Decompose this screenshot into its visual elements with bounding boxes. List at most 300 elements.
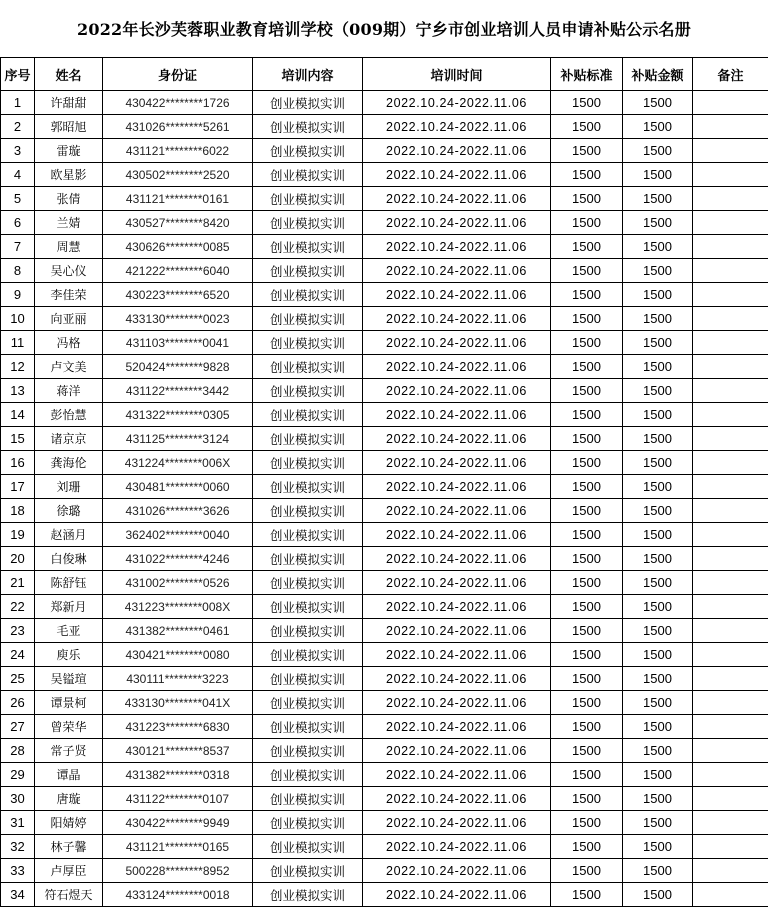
cell-period[interactable]: 2022.10.24-2022.11.06 [363, 571, 551, 595]
cell-no[interactable]: 7 [1, 235, 35, 259]
cell-period[interactable]: 2022.10.24-2022.11.06 [363, 619, 551, 643]
table-row [1, 499, 768, 523]
cell-content[interactable]: 创业模拟实训 [253, 379, 363, 403]
cell-note[interactable] [693, 259, 768, 283]
cell-period[interactable]: 2022.10.24-2022.11.06 [363, 667, 551, 691]
cell-period[interactable]: 2022.10.24-2022.11.06 [363, 859, 551, 883]
cell-name[interactable]: 刘珊 [35, 475, 103, 499]
cell-note[interactable] [693, 691, 768, 715]
cell-name[interactable]: 冯格 [35, 331, 103, 355]
cell-id[interactable]: 430481********0060 [103, 475, 253, 499]
cell-no[interactable]: 4 [1, 163, 35, 187]
cell-content[interactable]: 创业模拟实训 [253, 475, 363, 499]
cell-amount[interactable]: 1500 [623, 475, 693, 499]
cell-period[interactable]: 2022.10.24-2022.11.06 [363, 811, 551, 835]
cell-period[interactable]: 2022.10.24-2022.11.06 [363, 139, 551, 163]
cell-id[interactable]: 431122********0107 [103, 787, 253, 811]
cell-period[interactable]: 2022.10.24-2022.11.06 [363, 331, 551, 355]
cell-content[interactable]: 创业模拟实训 [253, 139, 363, 163]
table-row [1, 619, 768, 643]
cell-name[interactable]: 吴镒瑄 [35, 667, 103, 691]
cell-amount[interactable]: 1500 [623, 691, 693, 715]
cell-period[interactable]: 2022.10.24-2022.11.06 [363, 91, 551, 115]
cell-id[interactable]: 431125********3124 [103, 427, 253, 451]
cell-amount[interactable]: 1500 [623, 547, 693, 571]
cell-note[interactable] [693, 571, 768, 595]
cell-id[interactable]: 430223********6520 [103, 283, 253, 307]
cell-standard[interactable]: 1500 [551, 403, 623, 427]
cell-note[interactable] [693, 427, 768, 451]
cell-period[interactable]: 2022.10.24-2022.11.06 [363, 187, 551, 211]
cell-name[interactable]: 吴心仪 [35, 259, 103, 283]
cell-amount[interactable]: 1500 [623, 811, 693, 835]
cell-id[interactable]: 433130********041X [103, 691, 253, 715]
table-row [1, 187, 768, 211]
cell-standard[interactable]: 1500 [551, 763, 623, 787]
table-row [1, 523, 768, 547]
cell-content[interactable]: 创业模拟实训 [253, 571, 363, 595]
cell-standard[interactable]: 1500 [551, 691, 623, 715]
cell-standard[interactable]: 1500 [551, 331, 623, 355]
cell-name[interactable]: 向亚丽 [35, 307, 103, 331]
cell-content[interactable]: 创业模拟实训 [253, 403, 363, 427]
cell-amount[interactable]: 1500 [623, 379, 693, 403]
cell-content[interactable]: 创业模拟实训 [253, 667, 363, 691]
cell-standard[interactable]: 1500 [551, 523, 623, 547]
cell-no[interactable]: 31 [1, 811, 35, 835]
cell-id[interactable]: 430527********8420 [103, 211, 253, 235]
cell-period[interactable]: 2022.10.24-2022.11.06 [363, 355, 551, 379]
cell-content[interactable]: 创业模拟实训 [253, 739, 363, 763]
cell-no[interactable]: 33 [1, 859, 35, 883]
cell-name[interactable]: 兰婧 [35, 211, 103, 235]
header-standard[interactable]: 补贴标准 [551, 58, 623, 91]
cell-period[interactable]: 2022.10.24-2022.11.06 [363, 739, 551, 763]
cell-amount[interactable]: 1500 [623, 883, 693, 907]
cell-name[interactable]: 谭晶 [35, 763, 103, 787]
cell-amount[interactable]: 1500 [623, 451, 693, 475]
cell-standard[interactable]: 1500 [551, 667, 623, 691]
cell-period[interactable]: 2022.10.24-2022.11.06 [363, 259, 551, 283]
cell-amount[interactable]: 1500 [623, 115, 693, 139]
cell-period[interactable]: 2022.10.24-2022.11.06 [363, 379, 551, 403]
cell-amount[interactable]: 1500 [623, 715, 693, 739]
cell-amount[interactable]: 1500 [623, 163, 693, 187]
cell-standard[interactable]: 1500 [551, 139, 623, 163]
cell-period[interactable]: 2022.10.24-2022.11.06 [363, 787, 551, 811]
cell-no[interactable]: 12 [1, 355, 35, 379]
cell-id[interactable]: 431121********0161 [103, 187, 253, 211]
cell-period[interactable]: 2022.10.24-2022.11.06 [363, 211, 551, 235]
cell-name[interactable]: 蒋洋 [35, 379, 103, 403]
cell-id[interactable]: 520424********9828 [103, 355, 253, 379]
cell-name[interactable]: 郑新月 [35, 595, 103, 619]
cell-amount[interactable]: 1500 [623, 499, 693, 523]
table-row [1, 379, 768, 403]
table-row [1, 139, 768, 163]
cell-content[interactable]: 创业模拟实训 [253, 787, 363, 811]
cell-amount[interactable]: 1500 [623, 211, 693, 235]
cell-content[interactable]: 创业模拟实训 [253, 715, 363, 739]
cell-id[interactable]: 431322********0305 [103, 403, 253, 427]
cell-no[interactable]: 32 [1, 835, 35, 859]
cell-id[interactable]: 430121********8537 [103, 739, 253, 763]
cell-period[interactable]: 2022.10.24-2022.11.06 [363, 883, 551, 907]
table-row [1, 571, 768, 595]
cell-standard[interactable]: 1500 [551, 883, 623, 907]
cell-note[interactable] [693, 163, 768, 187]
cell-period[interactable]: 2022.10.24-2022.11.06 [363, 283, 551, 307]
cell-id[interactable]: 431223********008X [103, 595, 253, 619]
cell-amount[interactable]: 1500 [623, 235, 693, 259]
cell-name[interactable]: 雷璇 [35, 139, 103, 163]
cell-id[interactable]: 431382********0318 [103, 763, 253, 787]
cell-id[interactable]: 431103********0041 [103, 331, 253, 355]
cell-note[interactable] [693, 643, 768, 667]
cell-period[interactable]: 2022.10.24-2022.11.06 [363, 595, 551, 619]
cell-amount[interactable]: 1500 [623, 787, 693, 811]
cell-name[interactable]: 谭景柯 [35, 691, 103, 715]
table-row [1, 427, 768, 451]
table-row [1, 475, 768, 499]
cell-no[interactable]: 18 [1, 499, 35, 523]
cell-content[interactable]: 创业模拟实训 [253, 259, 363, 283]
cell-content[interactable]: 创业模拟实训 [253, 211, 363, 235]
cell-standard[interactable]: 1500 [551, 307, 623, 331]
cell-no[interactable]: 9 [1, 283, 35, 307]
cell-amount[interactable]: 1500 [623, 667, 693, 691]
cell-standard[interactable]: 1500 [551, 811, 623, 835]
cell-name[interactable]: 白俊琳 [35, 547, 103, 571]
cell-note[interactable] [693, 883, 768, 907]
cell-note[interactable] [693, 547, 768, 571]
cell-period[interactable]: 2022.10.24-2022.11.06 [363, 475, 551, 499]
cell-period[interactable]: 2022.10.24-2022.11.06 [363, 763, 551, 787]
subsidy-table [0, 57, 768, 907]
cell-standard[interactable]: 1500 [551, 619, 623, 643]
cell-standard[interactable]: 1500 [551, 595, 623, 619]
cell-note[interactable] [693, 523, 768, 547]
cell-content[interactable]: 创业模拟实训 [253, 427, 363, 451]
header-amount[interactable]: 补贴金额 [623, 58, 693, 91]
cell-id[interactable]: 430626********0085 [103, 235, 253, 259]
cell-content[interactable]: 创业模拟实训 [253, 859, 363, 883]
table-row [1, 331, 768, 355]
cell-name[interactable]: 唐璇 [35, 787, 103, 811]
cell-name[interactable]: 诸京京 [35, 427, 103, 451]
cell-note[interactable] [693, 331, 768, 355]
cell-name[interactable]: 陈舒钰 [35, 571, 103, 595]
cell-note[interactable] [693, 115, 768, 139]
cell-name[interactable]: 周慧 [35, 235, 103, 259]
cell-id[interactable]: 430422********9949 [103, 811, 253, 835]
cell-name[interactable]: 符石煜天 [35, 883, 103, 907]
cell-amount[interactable]: 1500 [623, 331, 693, 355]
cell-content[interactable]: 创业模拟实训 [253, 643, 363, 667]
cell-id[interactable]: 500228********8952 [103, 859, 253, 883]
table-row [1, 643, 768, 667]
cell-no[interactable]: 26 [1, 691, 35, 715]
cell-amount[interactable]: 1500 [623, 571, 693, 595]
cell-note[interactable] [693, 187, 768, 211]
cell-no[interactable]: 16 [1, 451, 35, 475]
cell-id[interactable]: 433130********0023 [103, 307, 253, 331]
cell-standard[interactable]: 1500 [551, 379, 623, 403]
cell-standard[interactable]: 1500 [551, 859, 623, 883]
cell-standard[interactable]: 1500 [551, 427, 623, 451]
table-row [1, 739, 768, 763]
cell-id[interactable]: 431382********0461 [103, 619, 253, 643]
cell-content[interactable]: 创业模拟实训 [253, 619, 363, 643]
cell-period[interactable]: 2022.10.24-2022.11.06 [363, 403, 551, 427]
cell-standard[interactable]: 1500 [551, 187, 623, 211]
cell-name[interactable]: 常子贤 [35, 739, 103, 763]
cell-name[interactable]: 林子馨 [35, 835, 103, 859]
cell-no[interactable]: 8 [1, 259, 35, 283]
cell-content[interactable]: 创业模拟实训 [253, 547, 363, 571]
cell-id[interactable]: 430422********1726 [103, 91, 253, 115]
cell-no[interactable]: 17 [1, 475, 35, 499]
cell-period[interactable]: 2022.10.24-2022.11.06 [363, 427, 551, 451]
cell-name[interactable]: 郭昭旭 [35, 115, 103, 139]
cell-amount[interactable]: 1500 [623, 643, 693, 667]
cell-period[interactable]: 2022.10.24-2022.11.06 [363, 451, 551, 475]
cell-standard[interactable]: 1500 [551, 283, 623, 307]
cell-no[interactable]: 22 [1, 595, 35, 619]
cell-name[interactable]: 阳婧婷 [35, 811, 103, 835]
cell-no[interactable]: 20 [1, 547, 35, 571]
header-period[interactable]: 培训时间 [363, 58, 551, 91]
cell-no[interactable]: 29 [1, 763, 35, 787]
cell-id[interactable]: 362402********0040 [103, 523, 253, 547]
cell-period[interactable]: 2022.10.24-2022.11.06 [363, 499, 551, 523]
cell-content[interactable]: 创业模拟实训 [253, 763, 363, 787]
cell-no[interactable]: 6 [1, 211, 35, 235]
cell-standard[interactable]: 1500 [551, 787, 623, 811]
cell-note[interactable] [693, 283, 768, 307]
cell-id[interactable]: 430421********0080 [103, 643, 253, 667]
cell-amount[interactable]: 1500 [623, 91, 693, 115]
cell-standard[interactable]: 1500 [551, 451, 623, 475]
cell-no[interactable]: 15 [1, 427, 35, 451]
header-name[interactable]: 姓名 [35, 58, 103, 91]
cell-note[interactable] [693, 835, 768, 859]
cell-id[interactable]: 431223********6830 [103, 715, 253, 739]
cell-amount[interactable]: 1500 [623, 283, 693, 307]
cell-amount[interactable]: 1500 [623, 355, 693, 379]
cell-content[interactable]: 创业模拟实训 [253, 307, 363, 331]
cell-standard[interactable]: 1500 [551, 91, 623, 115]
cell-id[interactable]: 431224********006X [103, 451, 253, 475]
cell-no[interactable]: 11 [1, 331, 35, 355]
cell-note[interactable] [693, 499, 768, 523]
cell-amount[interactable]: 1500 [623, 259, 693, 283]
cell-no[interactable]: 14 [1, 403, 35, 427]
cell-no[interactable]: 23 [1, 619, 35, 643]
cell-content[interactable]: 创业模拟实训 [253, 355, 363, 379]
cell-name[interactable]: 李佳荣 [35, 283, 103, 307]
cell-name[interactable]: 徐璐 [35, 499, 103, 523]
cell-amount[interactable]: 1500 [623, 307, 693, 331]
cell-content[interactable]: 创业模拟实训 [253, 91, 363, 115]
cell-standard[interactable]: 1500 [551, 211, 623, 235]
cell-content[interactable]: 创业模拟实训 [253, 883, 363, 907]
cell-id[interactable]: 421222********6040 [103, 259, 253, 283]
cell-amount[interactable]: 1500 [623, 763, 693, 787]
cell-content[interactable]: 创业模拟实训 [253, 451, 363, 475]
cell-standard[interactable]: 1500 [551, 115, 623, 139]
cell-standard[interactable]: 1500 [551, 571, 623, 595]
cell-content[interactable]: 创业模拟实训 [253, 835, 363, 859]
cell-id[interactable]: 431022********4246 [103, 547, 253, 571]
cell-id[interactable]: 431122********3442 [103, 379, 253, 403]
cell-no[interactable]: 2 [1, 115, 35, 139]
cell-name[interactable]: 许甜甜 [35, 91, 103, 115]
cell-note[interactable] [693, 379, 768, 403]
cell-no[interactable]: 30 [1, 787, 35, 811]
table-row [1, 595, 768, 619]
header-note[interactable]: 备注 [693, 58, 768, 91]
cell-note[interactable] [693, 403, 768, 427]
cell-note[interactable] [693, 91, 768, 115]
cell-standard[interactable]: 1500 [551, 259, 623, 283]
cell-note[interactable] [693, 139, 768, 163]
cell-name[interactable]: 毛亚 [35, 619, 103, 643]
cell-no[interactable]: 10 [1, 307, 35, 331]
cell-name[interactable]: 彭怡慧 [35, 403, 103, 427]
cell-no[interactable]: 3 [1, 139, 35, 163]
cell-name[interactable]: 庾乐 [35, 643, 103, 667]
cell-id[interactable]: 431026********5261 [103, 115, 253, 139]
header-no[interactable]: 序号 [1, 58, 35, 91]
table-row [1, 691, 768, 715]
cell-name[interactable]: 曾荣华 [35, 715, 103, 739]
cell-period[interactable]: 2022.10.24-2022.11.06 [363, 643, 551, 667]
cell-no[interactable]: 24 [1, 643, 35, 667]
cell-period[interactable]: 2022.10.24-2022.11.06 [363, 835, 551, 859]
cell-note[interactable] [693, 451, 768, 475]
cell-standard[interactable]: 1500 [551, 355, 623, 379]
cell-period[interactable]: 2022.10.24-2022.11.06 [363, 715, 551, 739]
cell-standard[interactable]: 1500 [551, 499, 623, 523]
cell-note[interactable] [693, 235, 768, 259]
cell-id[interactable]: 430502********2520 [103, 163, 253, 187]
cell-amount[interactable]: 1500 [623, 427, 693, 451]
cell-standard[interactable]: 1500 [551, 475, 623, 499]
cell-id[interactable]: 431121********0165 [103, 835, 253, 859]
cell-note[interactable] [693, 595, 768, 619]
table-row [1, 211, 768, 235]
table-row [1, 715, 768, 739]
cell-content[interactable]: 创业模拟实训 [253, 811, 363, 835]
cell-note[interactable] [693, 811, 768, 835]
cell-no[interactable]: 1 [1, 91, 35, 115]
cell-amount[interactable]: 1500 [623, 739, 693, 763]
cell-amount[interactable]: 1500 [623, 595, 693, 619]
table-row [1, 787, 768, 811]
cell-note[interactable] [693, 211, 768, 235]
cell-standard[interactable]: 1500 [551, 643, 623, 667]
cell-content[interactable]: 创业模拟实训 [253, 283, 363, 307]
cell-content[interactable]: 创业模拟实训 [253, 499, 363, 523]
cell-no[interactable]: 28 [1, 739, 35, 763]
cell-name[interactable]: 赵涵月 [35, 523, 103, 547]
cell-id[interactable]: 433124********0018 [103, 883, 253, 907]
cell-content[interactable]: 创业模拟实训 [253, 235, 363, 259]
cell-content[interactable]: 创业模拟实训 [253, 595, 363, 619]
cell-note[interactable] [693, 739, 768, 763]
cell-content[interactable]: 创业模拟实训 [253, 523, 363, 547]
cell-content[interactable]: 创业模拟实训 [253, 187, 363, 211]
cell-amount[interactable]: 1500 [623, 403, 693, 427]
cell-period[interactable]: 2022.10.24-2022.11.06 [363, 307, 551, 331]
table-row [1, 859, 768, 883]
cell-no[interactable]: 19 [1, 523, 35, 547]
cell-content[interactable]: 创业模拟实训 [253, 331, 363, 355]
cell-name[interactable]: 卢厚臣 [35, 859, 103, 883]
cell-standard[interactable]: 1500 [551, 739, 623, 763]
cell-no[interactable]: 13 [1, 379, 35, 403]
table-row [1, 163, 768, 187]
cell-amount[interactable]: 1500 [623, 139, 693, 163]
cell-note[interactable] [693, 763, 768, 787]
cell-content[interactable]: 创业模拟实训 [253, 691, 363, 715]
cell-standard[interactable]: 1500 [551, 235, 623, 259]
cell-period[interactable]: 2022.10.24-2022.11.06 [363, 523, 551, 547]
header-content[interactable]: 培训内容 [253, 58, 363, 91]
cell-no[interactable]: 5 [1, 187, 35, 211]
cell-standard[interactable]: 1500 [551, 835, 623, 859]
cell-note[interactable] [693, 859, 768, 883]
cell-note[interactable] [693, 307, 768, 331]
cell-note[interactable] [693, 787, 768, 811]
cell-amount[interactable]: 1500 [623, 859, 693, 883]
cell-name[interactable]: 龚海伦 [35, 451, 103, 475]
cell-no[interactable]: 21 [1, 571, 35, 595]
cell-no[interactable]: 27 [1, 715, 35, 739]
cell-id[interactable]: 431002********0526 [103, 571, 253, 595]
cell-amount[interactable]: 1500 [623, 619, 693, 643]
cell-note[interactable] [693, 715, 768, 739]
cell-period[interactable]: 2022.10.24-2022.11.06 [363, 115, 551, 139]
cell-period[interactable]: 2022.10.24-2022.11.06 [363, 547, 551, 571]
cell-amount[interactable]: 1500 [623, 835, 693, 859]
cell-period[interactable]: 2022.10.24-2022.11.06 [363, 235, 551, 259]
cell-id[interactable]: 431121********6022 [103, 139, 253, 163]
cell-id[interactable]: 430111********3223 [103, 667, 253, 691]
cell-content[interactable]: 创业模拟实训 [253, 115, 363, 139]
cell-amount[interactable]: 1500 [623, 187, 693, 211]
cell-period[interactable]: 2022.10.24-2022.11.06 [363, 691, 551, 715]
cell-id[interactable]: 431026********3626 [103, 499, 253, 523]
cell-no[interactable]: 34 [1, 883, 35, 907]
cell-no[interactable]: 25 [1, 667, 35, 691]
cell-name[interactable]: 欧星影 [35, 163, 103, 187]
cell-note[interactable] [693, 667, 768, 691]
header-id[interactable]: 身份证 [103, 58, 253, 91]
cell-note[interactable] [693, 619, 768, 643]
cell-standard[interactable]: 1500 [551, 715, 623, 739]
cell-note[interactable] [693, 475, 768, 499]
cell-amount[interactable]: 1500 [623, 523, 693, 547]
cell-name[interactable]: 张倩 [35, 187, 103, 211]
cell-standard[interactable]: 1500 [551, 547, 623, 571]
cell-content[interactable]: 创业模拟实训 [253, 163, 363, 187]
cell-note[interactable] [693, 355, 768, 379]
cell-name[interactable]: 卢文美 [35, 355, 103, 379]
cell-period[interactable]: 2022.10.24-2022.11.06 [363, 163, 551, 187]
cell-standard[interactable]: 1500 [551, 163, 623, 187]
